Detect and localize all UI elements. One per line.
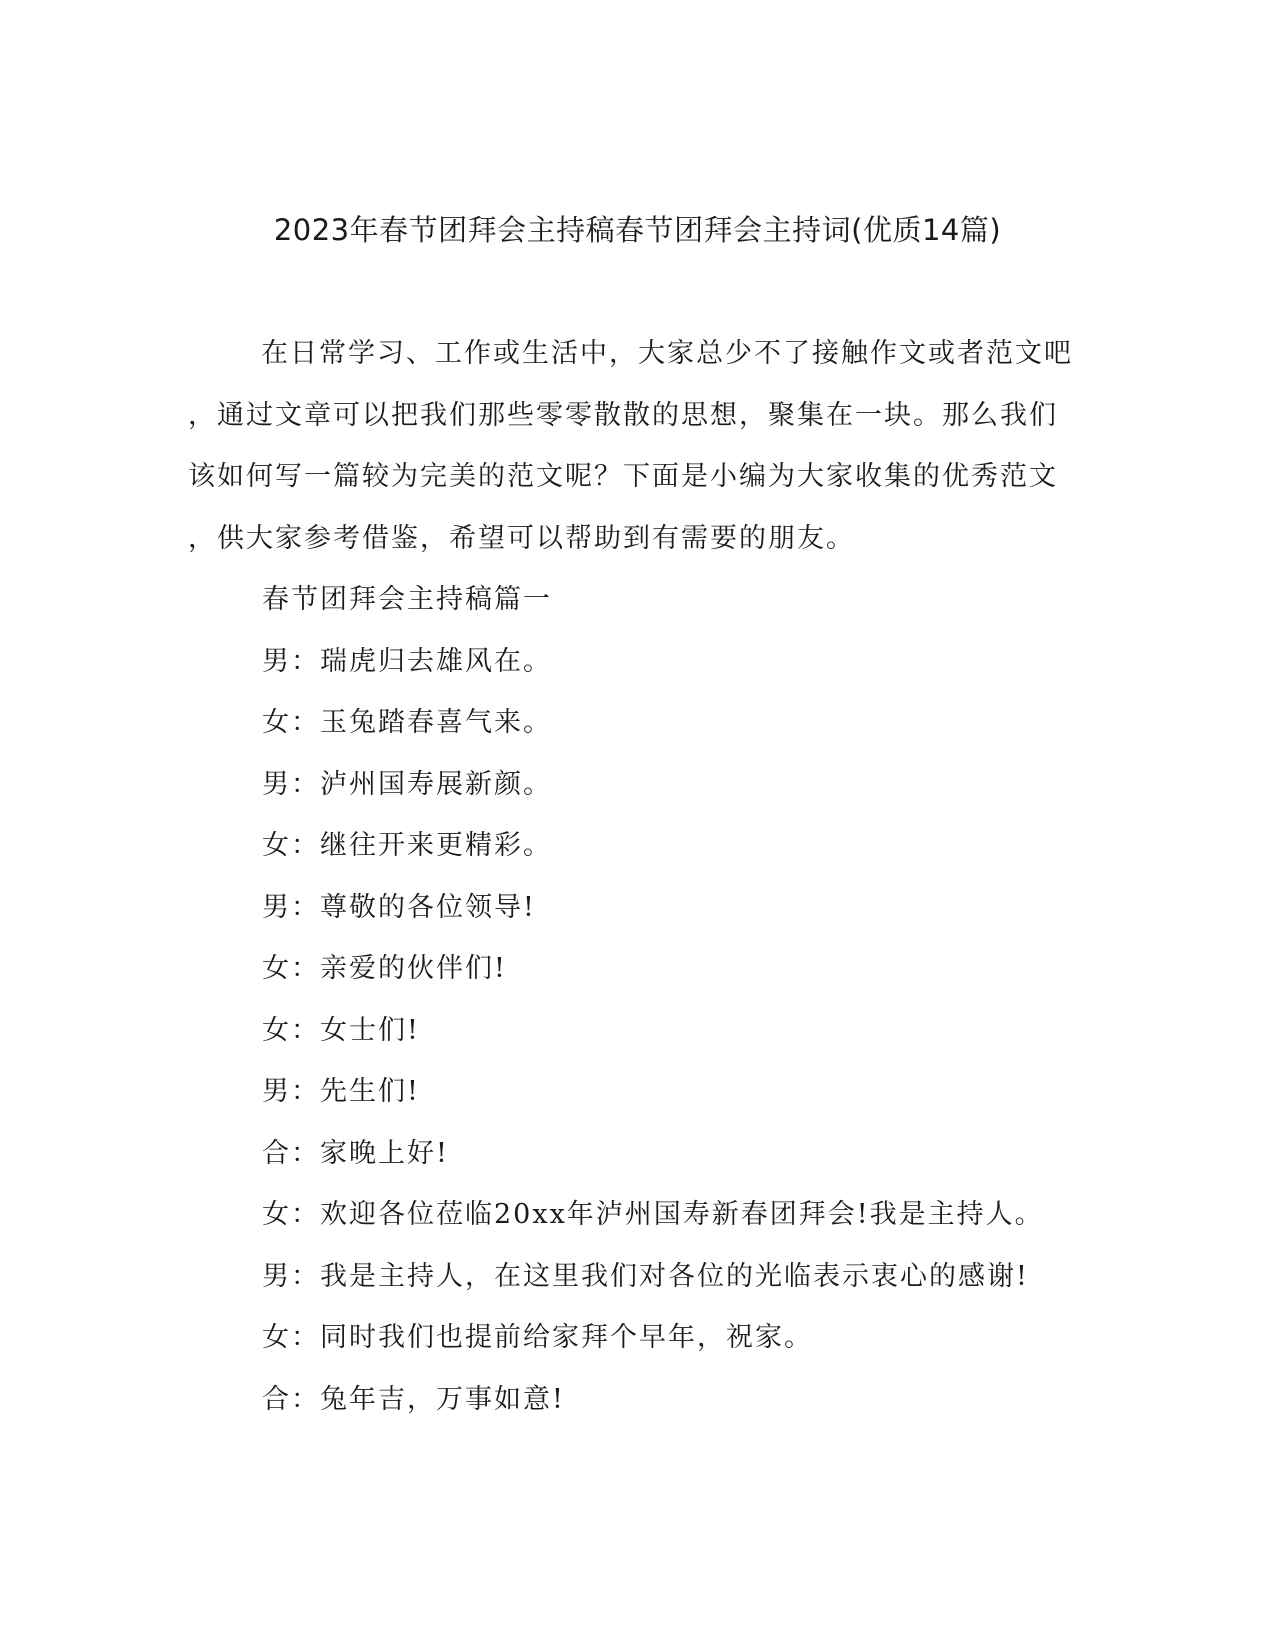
intro-line: ，供大家参考借鉴，希望可以帮助到有需要的朋友。 (188, 522, 855, 554)
dialogue-line: 男：尊敬的各位领导! (262, 891, 536, 923)
dialogue-line: 男：瑞虎归去雄风在。 (262, 645, 552, 677)
intro-line: 该如何写一篇较为完美的范文呢？下面是小编为大家收集的优秀范文 (188, 461, 1058, 492)
dialogue-line: 女：欢迎各位莅临20xx年泸州国寿新春团拜会!我是主持人。 (262, 1199, 1044, 1230)
dialogue-line: 男：我是主持人，在这里我们对各位的光临表示衷心的感谢! (262, 1260, 1029, 1292)
intro-line: 在日常学习、工作或生活中，大家总少不了接触作文或者范文吧 (261, 338, 1073, 369)
script-body (262, 569, 1112, 1430)
dialogue-line: 女：同时我们也提前给家拜个早年，祝家。 (262, 1322, 813, 1353)
dialogue-line: 合：兔年吉，万事如意! (262, 1383, 565, 1415)
dialogue-line: 女：玉兔踏春喜气来。 (262, 707, 552, 738)
intro-paragraph (188, 323, 1088, 569)
intro-line: ，通过文章可以把我们那些零零散散的思想，聚集在一块。那么我们 (188, 399, 1058, 431)
section-heading: 春节团拜会主持稿篇一 (262, 584, 552, 615)
dialogue-line: 女：继往开来更精彩。 (262, 830, 552, 861)
document-title: 2023年春节团拜会主持稿春节团拜会主持词(优质14篇) (273, 213, 1002, 247)
dialogue-line: 男：泸州国寿展新颜。 (262, 768, 552, 800)
dialogue-line: 女：亲爱的伙伴们! (262, 953, 507, 984)
dialogue-line: 女：女士们! (262, 1014, 420, 1046)
dialogue-line: 男：先生们! (262, 1076, 420, 1107)
dialogue-line: 合：家晚上好! (262, 1137, 449, 1169)
